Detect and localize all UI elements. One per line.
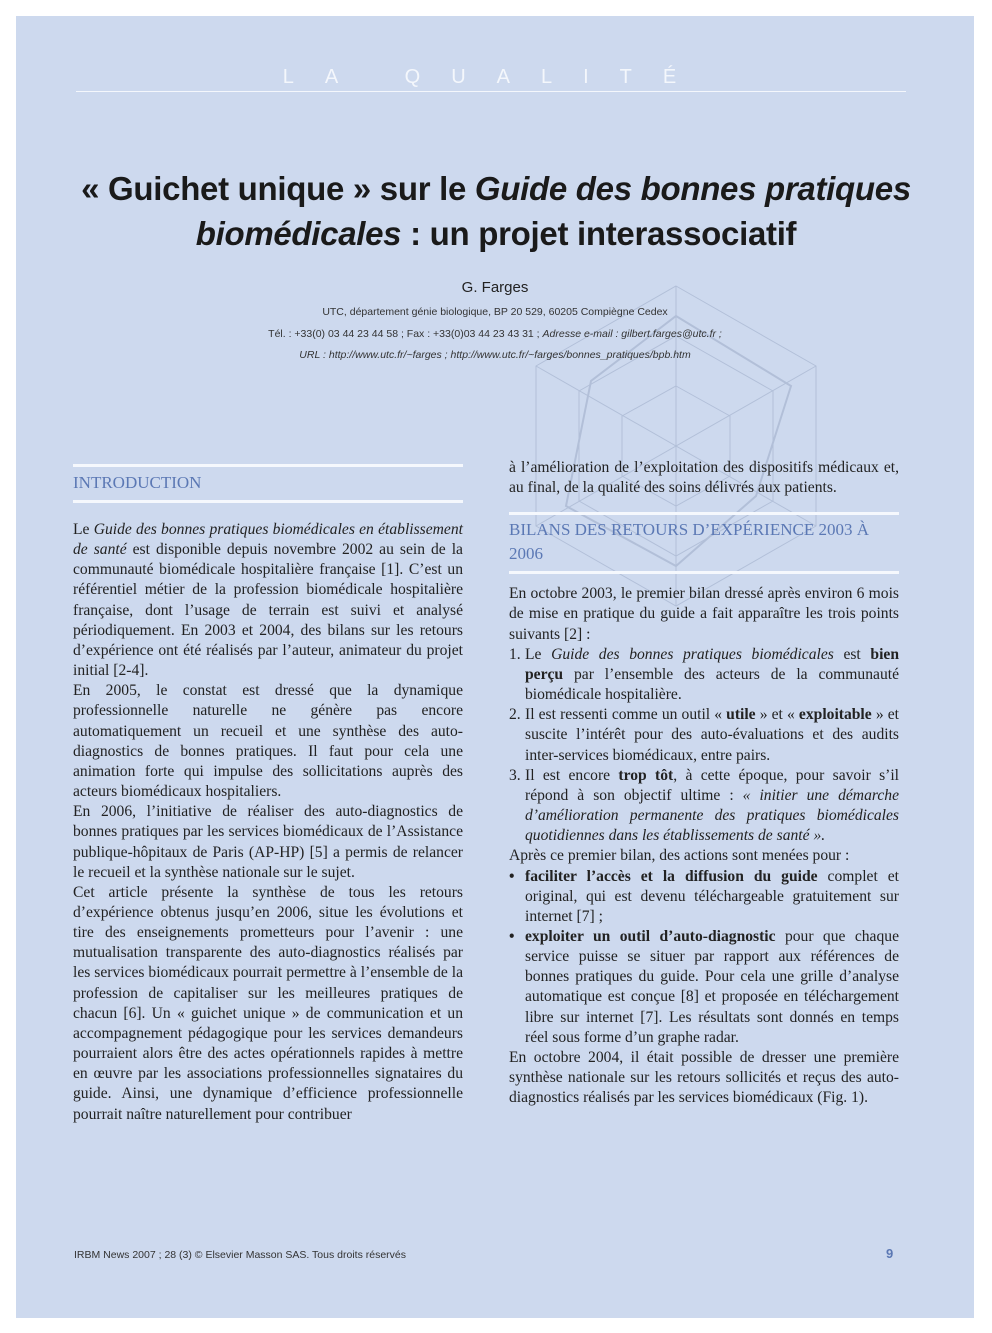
intro-paragraph-3: En 2006, l’initiative de réaliser des auto-diagnostics de bonnes pratiques par les services biomédicaux de l’Assistance publique-hôpitaux de Paris (AP-HP) [5] a permis de relancer le recueil et la synthèse nationale sur le sujet. — [73, 803, 463, 881]
author-name: G. Farges — [461, 279, 529, 296]
intro-paragraph-1 — [73, 520, 463, 681]
bilans-paragraph-1: En octobre 2003, le premier bilan dressé après environ 6 mois de mise en pratique du guide a fait apparaître les trois points suivants [2] : — [509, 585, 899, 643]
item1-text-a: Le — [525, 645, 552, 663]
section-rule — [73, 464, 463, 467]
intro-p1-italic: Guide des bonnes pratiques biomédicales en établissement de santé — [73, 521, 463, 559]
intro-paragraph-4: Cet article présente la synthèse de tous les retours d’expérience obtenus jusqu’en 2006, situe les évolutions et tire des enseignements prometteurs pour l’avenir : une mutualisation transparente des auto-diagnostics réalisés par les services biomédicaux pourrait permettre à l’ensemble de la profession de capitaliser sur les meilleures pratiques de chacun [6]. Un « guichet unique » de communication et un accompagnement pédagogique pour les services demandeurs pourraient alors être des actes opérationnels rapides à mettre en œuvre par les associations professionnelles signataires du guide. Ainsi, une dynamique d’efficience professionnelle pourrait naître naturellement pour contribuer — [73, 883, 463, 1123]
section-rule — [509, 571, 899, 574]
bilans-paragraph-2: Après ce premier bilan, des actions sont menées pour : — [509, 847, 850, 865]
item3-text-a: Il est encore — [525, 766, 619, 784]
article-title — [56, 166, 936, 256]
title-italic2: biomédicales — [195, 215, 402, 252]
list-item — [509, 705, 899, 765]
item1-bold: bien perçu — [525, 645, 899, 683]
bullet-icon: • — [509, 927, 515, 945]
bullet1-rest: complet et original, qui est devenu téléchargeable gratuitement sur internet [7] ; — [525, 867, 900, 925]
title-part2: : un projet interassociatif — [401, 215, 797, 252]
title-part1: « Guichet unique » sur le — [81, 170, 475, 207]
findings-list — [509, 645, 899, 847]
running-head-rule — [76, 91, 906, 92]
item2-bold-2: exploitable — [798, 706, 872, 724]
item1-text-c: par l’ensemble des acteurs de la communauté biomédicale hospitalière. — [525, 665, 899, 704]
item-number: 1. — [509, 645, 521, 663]
item2-text-a: Il est ressenti comme un outil « — [525, 706, 727, 724]
intro-p1-lead: Le — [73, 521, 94, 538]
contact-phone: Tél. : +33(0) 03 44 23 44 58 ; Fax : +33(0)03 44 23 43 31 ; — [268, 328, 543, 340]
intro-paragraph-4-continued: à l’amélioration de l’exploitation des dispositifs médicaux et, au final, de la qualité des soins délivrés aux patients. — [509, 459, 899, 497]
section-rule — [73, 500, 463, 503]
bilans-paragraph-3: En octobre 2004, il était possible de dresser une première synthèse nationale sur les retours sollicités et reçus des auto-diagnostics réalisés par les services biomédicaux (Fig. 1). — [509, 1048, 899, 1107]
bullet2-rest: pour que chaque service puisse se situer par rapport aux références de bonnes pratiques du guide. Pour cela une grille d’analyse automatique est conçue [8] et proposée en téléchargement libre sur internet [7]. Les résultats sont donnés en temps réel sous forme d’un graphe radar. — [525, 927, 899, 1046]
contact-line — [16, 328, 974, 340]
item1-italic: Guide des bonnes pratiques biomédicales — [551, 645, 834, 663]
contact-email: Adresse e-mail : gilbert.farges@utc.fr ; — [542, 328, 722, 340]
item3-bold: trop tôt — [618, 766, 674, 784]
item1-text-b: est — [833, 645, 871, 663]
intro-heading: INTRODUCTION — [73, 473, 202, 492]
running-head: LA QUALITÉ — [282, 66, 708, 88]
page-number: 9 — [886, 1246, 894, 1261]
right-column — [509, 458, 899, 1108]
list-item — [509, 927, 899, 1048]
list-item — [509, 867, 899, 927]
url-line — [16, 349, 974, 361]
item3-text-b: , à cette époque, pour savoir s’il répond à son objectif ultime : — [525, 766, 900, 804]
url-text: URL : http://www.utc.fr/~farges ; http://www.utc.fr/~farges/bonnes_pratiques/bpb.htm — [299, 349, 691, 361]
list-item — [509, 766, 899, 847]
bullet-icon: • — [509, 867, 515, 885]
bullet2-bold: exploiter un outil d’auto-diagnostic — [525, 927, 776, 945]
affiliation: UTC, département génie biologique, BP 20 529, 60205 Compiègne Cedex — [322, 306, 668, 318]
intro-p1-rest: est disponible depuis novembre 2002 au sein de la communauté biomédicale hospitalière française [1]. C’est un référentiel métier de la profession biomédicale hospitalière française, dont l’usage de terrain est suivi et analysé périodiquement. En 2003 et 2004, des bilans sur les retours d’expérience ont été réalisés par l’auteur, animateur du projet initial [2-4]. — [73, 541, 463, 680]
list-item — [509, 645, 899, 705]
section-rule — [509, 512, 899, 515]
actions-list — [509, 867, 899, 1048]
left-column — [73, 464, 463, 1125]
item2-text-b: » et « — [755, 706, 799, 724]
bilans-heading: BILANS DES RETOURS D’EXPÉRIENCE 2003 À 2006 — [509, 520, 870, 564]
title-italic1: Guide des bonnes pratiques — [474, 170, 911, 207]
item-number: 3. — [509, 766, 521, 784]
item2-text-c: » et suscite l’intérêt pour des auto-évaluations et des audits inter-services biomédicaux, entre pairs. — [525, 706, 899, 764]
item-number: 2. — [509, 706, 521, 724]
bullet1-bold: faciliter l’accès et la diffusion du guide — [525, 867, 818, 885]
item3-italic: « initier une démarche d’amélioration permanente des pratiques biomédicales quotidiennes dans les établissements de santé ». — [525, 786, 899, 845]
item2-bold-1: utile — [726, 706, 756, 724]
footer-citation: IRBM News 2007 ; 28 (3) © Elsevier Masson SAS. Tous droits réservés — [74, 1249, 407, 1261]
intro-paragraph-2: En 2005, le constat est dressé que la dynamique professionnelle naturelle ne génère pas encore automatiquement un recueil et une synthèse des auto-diagnostics de bonnes pratiques. Il faut pour cela une animation forte qui impulse des sollicitations auprès des acteurs biomédicaux hospitaliers. — [73, 682, 463, 801]
journal-page — [16, 16, 974, 1318]
